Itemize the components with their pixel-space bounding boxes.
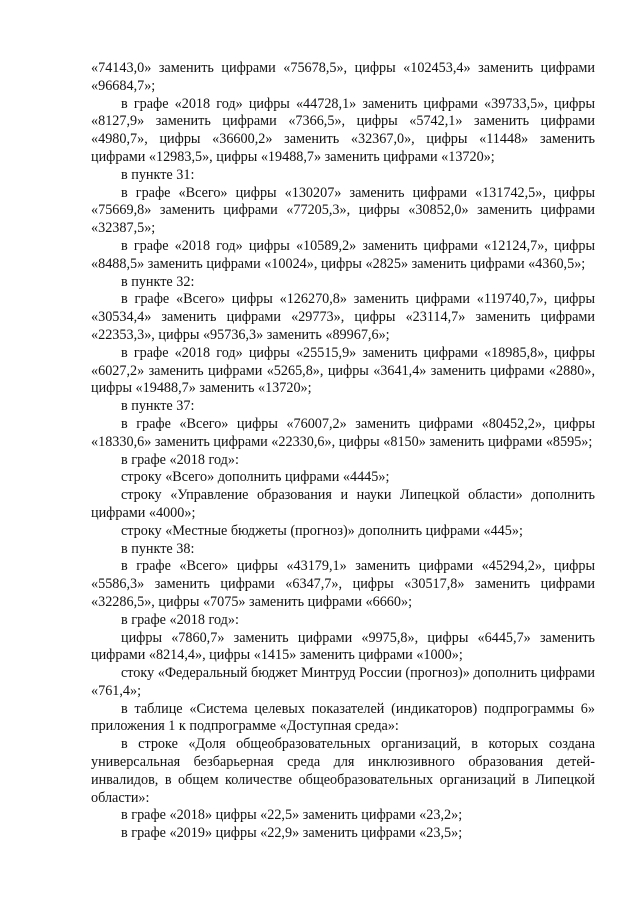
paragraph: цифры «7860,7» заменить цифрами «9975,8», цифры «6445,7» заменить цифрами «8214,4», цифры «1415» заменить цифрами «1000»; [91, 629, 595, 664]
paragraph: в графе «2018 год»: [121, 611, 239, 628]
paragraph: в строке «Доля общеобразовательных организаций, в которых создана универсальная безбарьерная среда для инклюзивного образования детей-инвалидов, в общем количестве общеобразовательных организаций в Липецкой области»: [91, 736, 595, 806]
paragraph: в графе «2018 год» цифры «44728,1» заменить цифрами «39733,5», цифры «8127,9» заменить цифрами «7366,5», цифры «5742,1» заменить цифрами «4980,7», цифры «36600,2» заменить «32367,0», цифры «11448» заменить цифрами «12983,5», цифры «19488,7» заменить цифрами «13720»; [91, 95, 595, 165]
paragraph: в пункте 38: [121, 540, 195, 557]
paragraph: стоку «Федеральный бюджет Минтруд России (прогноз)» дополнить цифрами «761,4»; [91, 665, 595, 699]
paragraph: в пункте 31: [121, 166, 195, 183]
paragraph: в графе «2018 год» цифры «25515,9» заменить цифрами «18985,8», цифры «6027,2» заменить цифрами «5265,8», цифры «3641,4» заменить цифрами «2880», цифры «19488,7» заменить «13720»; [91, 344, 595, 397]
paragraph: строку «Местные бюджеты (прогноз)» дополнить цифрами «445»; [121, 522, 523, 539]
paragraph: в таблице «Система целевых показателей (индикаторов) подпрограммы 6» приложения 1 к подпрограмме «Доступная среда»: [91, 700, 595, 735]
paragraph: в графе «Всего» цифры «43179,1» заменить цифрами «45294,2», цифры «5586,3» заменить цифрами «6347,7», цифры «30517,8» заменить цифрами «32286,5», цифры «7075» заменить цифрами «6660»; [91, 558, 595, 610]
paragraph: в графе «2018 год» цифры «10589,2» заменить цифрами «12124,7», цифры «8488,5» заменить цифрами «10024», цифры «2825» заменить цифрами «4360,5»; [91, 237, 595, 272]
paragraph: в графе «2018» цифры «22,5» заменить цифрами «23,2»; [121, 807, 463, 824]
paragraph: в графе «2019» цифры «22,9» заменить цифрами «23,5»; [121, 825, 463, 842]
paragraph: в графе «Всего» цифры «130207» заменить цифрами «131742,5», цифры «75669,8» заменить цифрами «77205,3», цифры «30852,0» заменить цифрами «32387,5»; [91, 184, 595, 237]
document-body [91, 60, 595, 843]
paragraph: «74143,0» заменить цифрами «75678,5», цифры «102453,4» заменить цифрами «96684,7»; [91, 60, 595, 94]
paragraph: строку «Управление образования и науки Липецкой области» дополнить цифрами «4000»; [91, 487, 595, 521]
paragraph: строку «Всего» дополнить цифрами «4445»; [121, 469, 390, 486]
paragraph: в графе «Всего» цифры «76007,2» заменить цифрами «80452,2», цифры «18330,6» заменить цифрами «22330,6», цифры «8150» заменить цифрами «8595»; [91, 415, 595, 450]
paragraph: в пункте 32: [121, 273, 195, 290]
paragraph: в графе «2018 год»: [121, 451, 239, 468]
paragraph: в графе «Всего» цифры «126270,8» заменить цифрами «119740,7», цифры «30534,4» заменить цифрами «29773», цифры «23114,7» заменить цифрами «22353,3», цифры «95736,3» заменить «89967,6»; [91, 291, 595, 343]
paragraph: в пункте 37: [121, 398, 195, 415]
